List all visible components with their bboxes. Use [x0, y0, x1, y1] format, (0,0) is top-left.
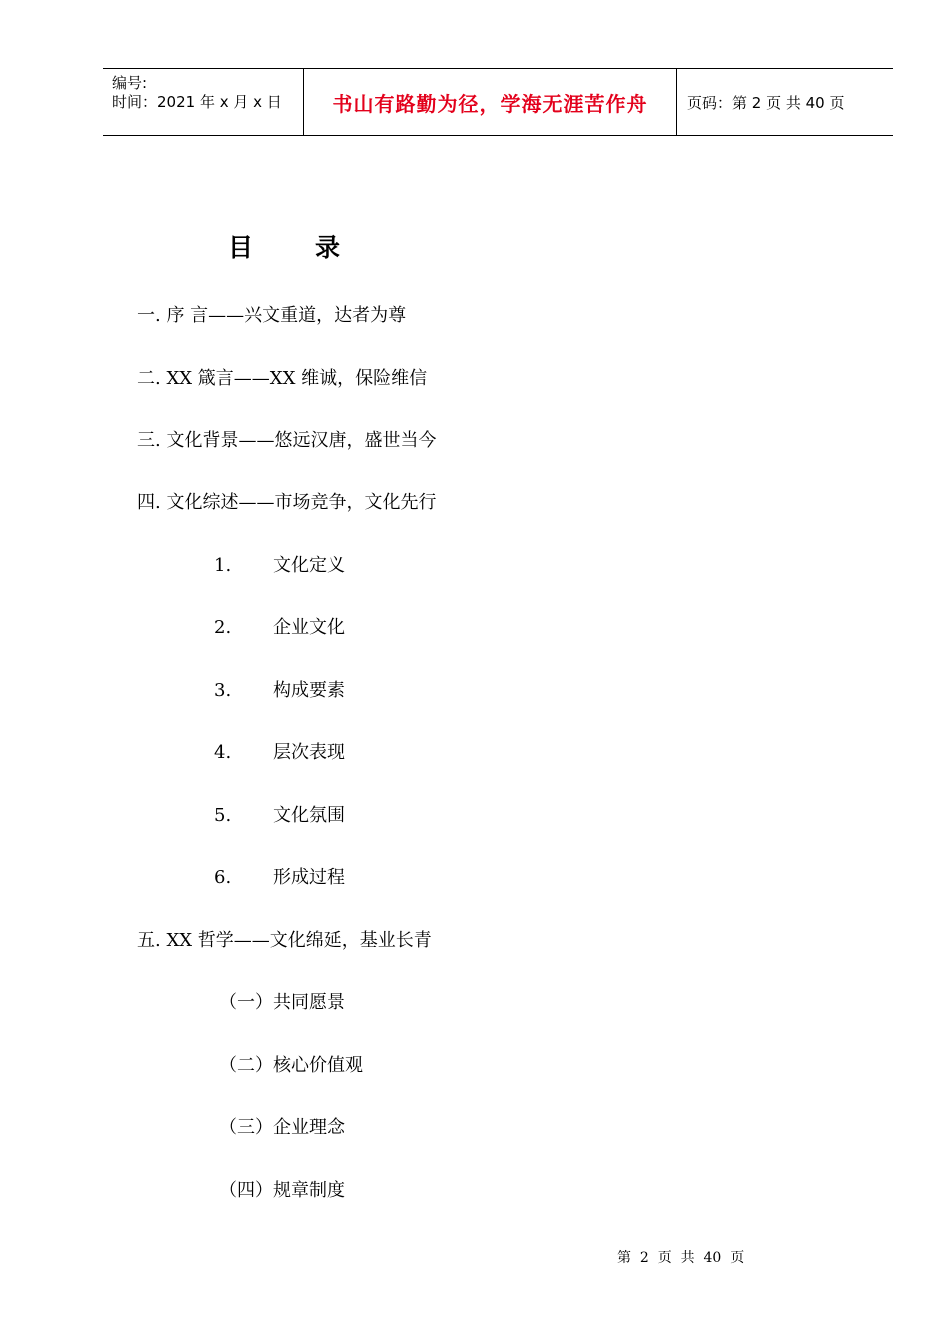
- toc-section-4[interactable]: 四. 文化综述——市场竞争，文化先行: [137, 492, 437, 513]
- toc-subsection-2[interactable]: 企业文化: [273, 617, 345, 638]
- toc-part-3[interactable]: （三）企业理念: [219, 1117, 345, 1138]
- header-page-code: 页码：第 2 页 共 40 页: [687, 93, 845, 112]
- toc-title: 目录: [228, 233, 403, 262]
- toc-subsection-number: 6.: [214, 867, 232, 888]
- toc-subsection-number: 5.: [214, 805, 232, 826]
- toc-subsection-number: 1.: [214, 555, 232, 576]
- document-number: 编号:: [112, 74, 148, 92]
- toc-subsection-5[interactable]: 文化氛围: [273, 805, 345, 826]
- document-date: 时间：2021 年 x 月 x 日: [112, 93, 282, 111]
- toc-subsection-number: 2.: [214, 617, 232, 638]
- toc-subsection-6[interactable]: 形成过程: [273, 867, 345, 888]
- toc-section-5[interactable]: 五. XX 哲学——文化绵延，基业长青: [137, 930, 432, 951]
- toc-subsection-4[interactable]: 层次表现: [273, 742, 345, 763]
- toc-section-3[interactable]: 三. 文化背景——悠远汉唐，盛世当今: [137, 430, 437, 451]
- toc-subsection-1[interactable]: 文化定义: [273, 555, 345, 576]
- page-footer-number: 第 2 页 共 40 页: [617, 1250, 745, 1266]
- toc-subsection-number: 3.: [214, 680, 232, 701]
- toc-part-4[interactable]: （四）规章制度: [219, 1180, 345, 1201]
- header-motto: 书山有路勤为径，学海无涯苦作舟: [332, 91, 648, 116]
- toc-section-2[interactable]: 二. XX 箴言——XX 维诚，保险维信: [137, 368, 428, 389]
- toc-part-2[interactable]: （二）核心价值观: [219, 1055, 363, 1076]
- toc-part-1[interactable]: （一）共同愿景: [219, 992, 345, 1013]
- toc-section-1[interactable]: 一. 序 言——兴文重道，达者为尊: [137, 305, 407, 326]
- toc-subsection-3[interactable]: 构成要素: [273, 680, 345, 701]
- toc-subsection-number: 4.: [214, 742, 232, 763]
